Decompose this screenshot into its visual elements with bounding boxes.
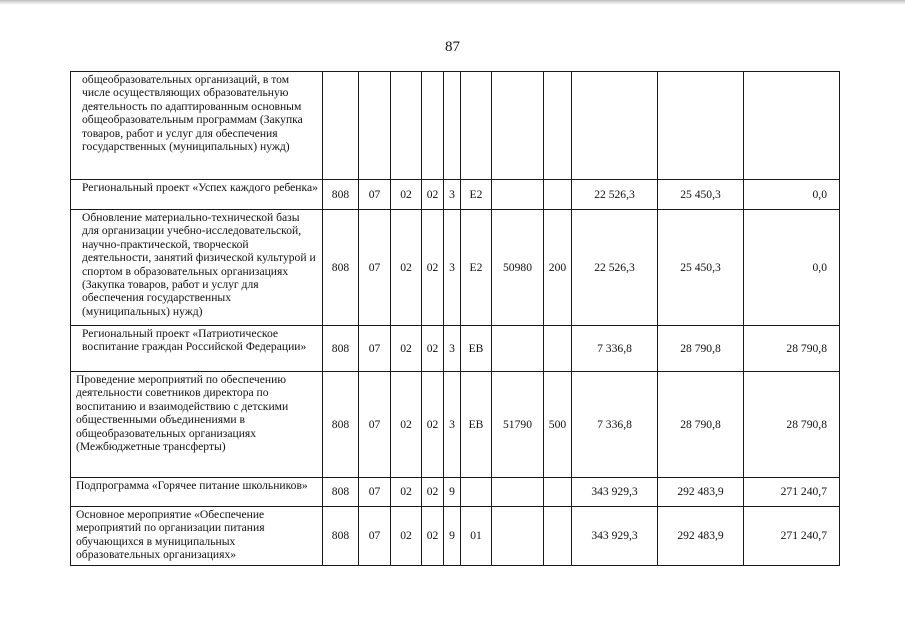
expense-type-cell xyxy=(544,478,572,507)
amount-year-1-cell: 22 526,3 xyxy=(572,180,658,210)
target-article-project-cell: EB xyxy=(461,326,492,372)
target-article-program-cell: 02 xyxy=(422,180,444,210)
amount-year-3-cell: 0,0 xyxy=(744,210,840,326)
ministry-code-cell: 808 xyxy=(323,180,359,210)
amount-year-3-cell xyxy=(744,72,840,180)
target-article-direction-cell xyxy=(492,326,544,372)
scan-top-edge xyxy=(0,0,905,5)
target-article-program-cell xyxy=(422,72,444,180)
amount-year-3-cell: 28 790,8 xyxy=(744,326,840,372)
target-article-program-cell: 02 xyxy=(422,326,444,372)
amount-year-3-cell: 28 790,8 xyxy=(744,372,840,478)
target-article-program-cell: 02 xyxy=(422,478,444,507)
section-code-cell: 07 xyxy=(359,180,391,210)
table-row xyxy=(71,72,840,180)
target-article-project-cell: EB xyxy=(461,372,492,478)
amount-year-1-cell: 22 526,3 xyxy=(572,210,658,326)
row-name-cell: Подпрограмма «Горячее питание школьников» xyxy=(71,478,323,507)
target-article-subprogram-cell: 9 xyxy=(444,507,461,566)
target-article-subprogram-cell: 3 xyxy=(444,326,461,372)
subsection-code-cell: 02 xyxy=(391,507,422,566)
amount-year-3-cell: 0,0 xyxy=(744,180,840,210)
expense-type-cell xyxy=(544,72,572,180)
target-article-direction-cell: 50980 xyxy=(492,210,544,326)
amount-year-2-cell xyxy=(658,72,744,180)
budget-table-body xyxy=(71,72,840,566)
subsection-code-cell: 02 xyxy=(391,372,422,478)
target-article-project-cell: E2 xyxy=(461,210,492,326)
amount-year-2-cell: 25 450,3 xyxy=(658,210,744,326)
ministry-code-cell: 808 xyxy=(323,210,359,326)
amount-year-1-cell: 7 336,8 xyxy=(572,326,658,372)
ministry-code-cell: 808 xyxy=(323,478,359,507)
target-article-program-cell: 02 xyxy=(422,210,444,326)
target-article-direction-cell: 51790 xyxy=(492,372,544,478)
section-code-cell: 07 xyxy=(359,210,391,326)
ministry-code-cell: 808 xyxy=(323,372,359,478)
target-article-direction-cell xyxy=(492,507,544,566)
amount-year-1-cell: 343 929,3 xyxy=(572,507,658,566)
target-article-subprogram-cell xyxy=(444,72,461,180)
section-code-cell: 07 xyxy=(359,326,391,372)
expense-type-cell xyxy=(544,180,572,210)
target-article-direction-cell xyxy=(492,180,544,210)
amount-year-1-cell: 343 929,3 xyxy=(572,478,658,507)
ministry-code-cell: 808 xyxy=(323,507,359,566)
target-article-subprogram-cell: 9 xyxy=(444,478,461,507)
amount-year-1-cell: 7 336,8 xyxy=(572,372,658,478)
target-article-subprogram-cell: 3 xyxy=(444,372,461,478)
expense-type-cell: 500 xyxy=(544,372,572,478)
amount-year-2-cell: 292 483,9 xyxy=(658,507,744,566)
target-article-program-cell: 02 xyxy=(422,507,444,566)
subsection-code-cell: 02 xyxy=(391,326,422,372)
subsection-code-cell: 02 xyxy=(391,180,422,210)
subsection-code-cell: 02 xyxy=(391,478,422,507)
row-name-cell: Региональный проект «Успех каждого ребенка» xyxy=(71,180,323,210)
table-row xyxy=(71,507,840,566)
amount-year-2-cell: 28 790,8 xyxy=(658,326,744,372)
target-article-direction-cell xyxy=(492,72,544,180)
amount-year-3-cell: 271 240,7 xyxy=(744,478,840,507)
ministry-code-cell: 808 xyxy=(323,326,359,372)
expense-type-cell: 200 xyxy=(544,210,572,326)
expense-type-cell xyxy=(544,326,572,372)
table-row xyxy=(71,372,840,478)
target-article-direction-cell xyxy=(492,478,544,507)
target-article-subprogram-cell: 3 xyxy=(444,210,461,326)
row-name-cell: Проведение мероприятий по обеспечению деятельности советников директора по воспитанию и взаимодействию с детскими общественными объединениями в общеобразовательных организациях (Межбюджетные трансферты) xyxy=(71,372,323,478)
section-code-cell: 07 xyxy=(359,372,391,478)
subsection-code-cell: 02 xyxy=(391,210,422,326)
table-row xyxy=(71,180,840,210)
row-name-cell: Обновление материально-технической базы для организации учебно-исследовательской, научно-практической, творческой деятельности, занятий физической культурой и спортом в образовательных организациях (Закупка товаров, работ и услуг для обеспечения государственных (муниципальных) нужд) xyxy=(71,210,323,326)
row-name-cell: Основное мероприятие «Обеспечение мероприятий по организации питания обучающихся в муниципальных образовательных организациях» xyxy=(71,507,323,566)
target-article-program-cell: 02 xyxy=(422,372,444,478)
section-code-cell xyxy=(359,72,391,180)
table-row xyxy=(71,326,840,372)
table-row xyxy=(71,210,840,326)
target-article-subprogram-cell: 3 xyxy=(444,180,461,210)
amount-year-3-cell: 271 240,7 xyxy=(744,507,840,566)
subsection-code-cell xyxy=(391,72,422,180)
row-name-cell: Региональный проект «Патриотическое воспитание граждан Российской Федерации» xyxy=(71,326,323,372)
amount-year-2-cell: 25 450,3 xyxy=(658,180,744,210)
expense-type-cell xyxy=(544,507,572,566)
section-code-cell: 07 xyxy=(359,507,391,566)
table-row xyxy=(71,478,840,507)
row-name-cell: общеобразовательных организаций, в том числе осуществляющих образовательную деятельность по адаптированным основным общеобразовательным программам (Закупка товаров, работ и услуг для обеспечения государственных (муниципальных) нужд) xyxy=(71,72,323,180)
page-number: 87 xyxy=(445,39,460,55)
amount-year-2-cell: 292 483,9 xyxy=(658,478,744,507)
target-article-project-cell xyxy=(461,478,492,507)
section-code-cell: 07 xyxy=(359,478,391,507)
target-article-project-cell: 01 xyxy=(461,507,492,566)
budget-table xyxy=(70,71,840,566)
target-article-project-cell xyxy=(461,72,492,180)
ministry-code-cell xyxy=(323,72,359,180)
amount-year-1-cell xyxy=(572,72,658,180)
amount-year-2-cell: 28 790,8 xyxy=(658,372,744,478)
target-article-project-cell: E2 xyxy=(461,180,492,210)
